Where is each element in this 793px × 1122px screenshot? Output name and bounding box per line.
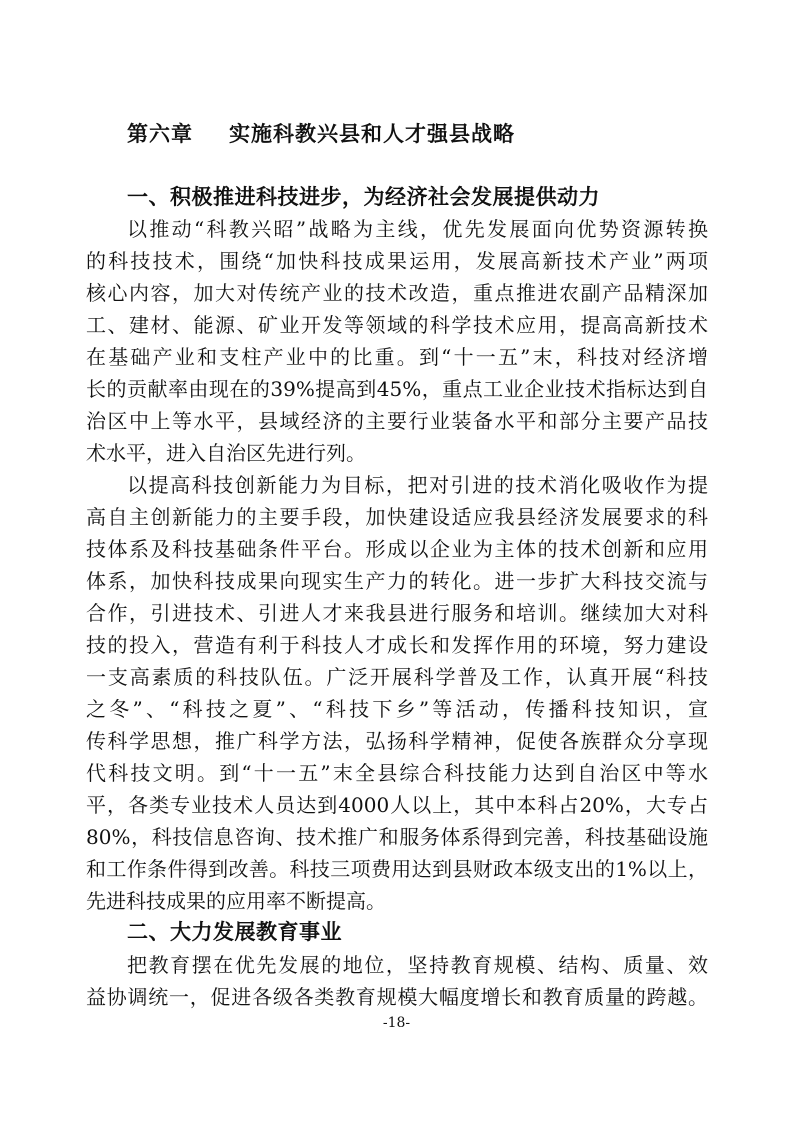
paragraph-line: 80%，科技信息咨询、技术推广和服务体系得到完善，科技基础设施 xyxy=(86,825,708,849)
paragraph-line: 以推动“科教兴昭”战略为主线，优先发展面向优势资源转换 xyxy=(127,217,708,241)
chapter-number: 第六章 xyxy=(127,121,193,146)
page-number: -18- xyxy=(382,1015,411,1031)
paragraph-line: 之冬”、“科技之夏”、“科技下乡”等活动，传播科技知识，宣 xyxy=(86,697,708,721)
paragraph-line: 合作，引进技术、引进人才来我县进行服务和培训。继续加大对科 xyxy=(86,601,708,625)
paragraph-line: 体系，加快科技成果向现实生产力的转化。进一步扩大科技交流与 xyxy=(86,569,708,593)
paragraph-line: 在基础产业和支柱产业中的比重。到“十一五”末，科技对经济增 xyxy=(86,345,708,369)
paragraph-line: 先进科技成果的应用率不断提高。 xyxy=(86,889,386,913)
paragraph-line: 和工作条件得到改善。科技三项费用达到县财政本级支出的1%以上， xyxy=(86,857,708,881)
paragraph-line: 平，各类专业技术人员达到4000人以上，其中本科占20%，大专占 xyxy=(86,793,708,817)
paragraph-line: 工、建材、能源、矿业开发等领域的科学技术应用，提高高新技术 xyxy=(86,313,708,337)
paragraph-line: 把教育摆在优先发展的地位，坚持教育规模、结构、质量、效 xyxy=(127,953,708,977)
chapter-title xyxy=(127,118,515,148)
paragraph-line: 技体系及科技基础条件平台。形成以企业为主体的技术创新和应用 xyxy=(86,537,708,561)
section-heading-1: 一、积极推进科技进步，为经济社会发展提供动力 xyxy=(127,184,600,209)
paragraph-line: 长的贡献率由现在的39%提高到45%，重点工业企业技术指标达到自 xyxy=(86,377,708,401)
paragraph-line: 益协调统一，促进各级各类教育规模大幅度增长和教育质量的跨越。 xyxy=(86,985,708,1009)
paragraph-line: 技的投入，营造有利于科技人才成长和发挥作用的环境，努力建设 xyxy=(86,633,708,657)
paragraph-line: 高自主创新能力的主要手段，加快建设适应我县经济发展要求的科 xyxy=(86,505,708,529)
paragraph-line: 的科技技术，围绕“加快科技成果运用，发展高新技术产业”两项 xyxy=(86,249,708,273)
paragraph-line: 治区中上等水平，县域经济的主要行业装备水平和部分主要产品技 xyxy=(86,409,708,433)
chapter-title-text: 实施科教兴县和人才强县战略 xyxy=(229,121,515,146)
paragraph-line: 核心内容，加大对传统产业的技术改造，重点推进农副产品精深加 xyxy=(86,281,708,305)
paragraph-line: 一支高素质的科技队伍。广泛开展科学普及工作，认真开展“科技 xyxy=(86,665,708,689)
paragraph-line: 术水平，进入自治区先进行列。 xyxy=(86,441,366,465)
paragraph-line: 以提高科技创新能力为目标，把对引进的技术消化吸收作为提 xyxy=(127,473,708,497)
paragraph-line: 代科技文明。到“十一五”末全县综合科技能力达到自治区中等水 xyxy=(86,761,708,785)
section-heading-2: 二、大力发展教育事业 xyxy=(127,919,342,944)
paragraph-line: 传科学思想，推广科学方法，弘扬科学精神，促使各族群众分享现 xyxy=(86,729,708,753)
